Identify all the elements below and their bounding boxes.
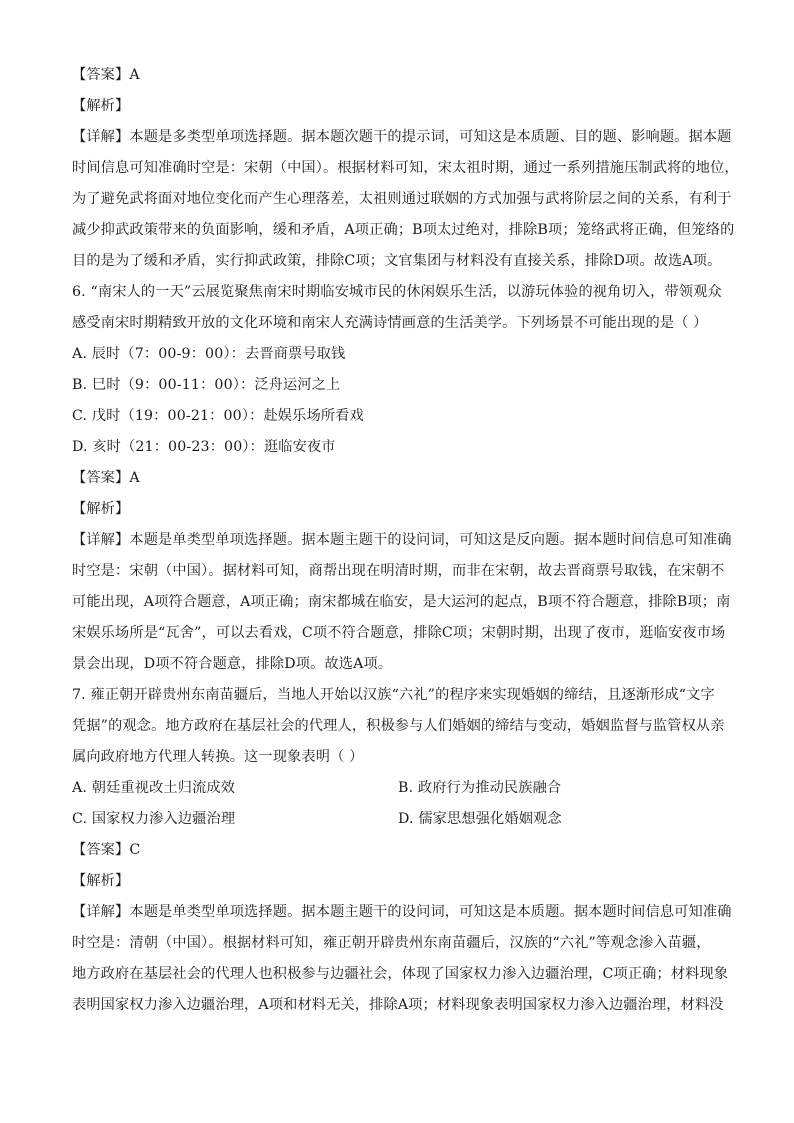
q6-detail-line: 景会出现，D项不符合题意，排除D项。故选A项。 (72, 656, 393, 672)
q5-detail-line: 目的是为了缓和矛盾，实行抑武政策，排除C项；文官集团与材料没有直接关系，排除D项。故选A项。 (72, 253, 722, 269)
q7-option-c: C. 国家权力渗入边疆治理 (72, 811, 236, 827)
q6-stem-line: 6. “南宋人的一天”云展览聚焦南宋时期临安城市民的休闲娱乐生活，以游玩体验的视角切入，带领观众 (72, 284, 722, 300)
q6-answer: 【答案】A (72, 470, 140, 486)
q6-stem-line: 感受南宋时期精致开放的文化环境和南宋人充满诗情画意的生活美学。下列场景不可能出现的是（ ） (72, 315, 708, 331)
q6-detail-line: 【详解】本题是单类型单项选择题。据本题主题干的设问词，可知这是反向题。据本题时间信息可知准确 (72, 532, 732, 548)
q7-detail-line: 地方政府在基层社会的代理人也积极参与边疆社会，体现了国家权力渗入边疆治理，C项正确；材料现象 (72, 966, 729, 982)
q7-detail-line: 【详解】本题是单类型单项选择题。据本题主题干的设问词，可知这是本质题。据本题时间信息可知准确 (72, 904, 732, 920)
q7-detail-line: 表明国家权力渗入边疆治理，A项和材料无关，排除A项；材料现象表明国家权力渗入边疆治理，材料没 (72, 997, 724, 1013)
q7-stem-line: 7. 雍正朝开辟贵州东南苗疆后，当地人开始以汉族“六礼”的程序来实现婚姻的缔结，且逐渐形成“文字 (72, 687, 715, 703)
q6-option-c: C. 戊时（19：00-21：00）：赴娱乐场所看戏 (72, 408, 364, 424)
q7-stem-line: 属向政府地方代理人转换。这一现象表明（ ） (72, 749, 364, 765)
q7-stem-line: 凭据”的观念。地方政府在基层社会的代理人，积极参与人们婚姻的缔结与变动，婚姻监督与监管权从亲 (72, 718, 725, 734)
q5-analysis-heading: 【解析】 (72, 98, 130, 114)
q6-analysis-heading: 【解析】 (72, 501, 130, 517)
q6-option-b: B. 巳时（9：00-11：00）：泛舟运河之上 (72, 377, 341, 393)
q6-option-d: D. 亥时（21：00-23：00）：逛临安夜市 (72, 439, 336, 455)
q5-detail-line: 时间信息可知准确时空是：宋朝（中国）。根据材料可知，宋太祖时期，通过一系列措施压制武将的地位， (72, 160, 739, 176)
q7-options-row-1 (72, 773, 724, 804)
q5-detail-line: 为了避免武将面对地位变化而产生心理落差，太祖则通过联姻的方式加强与武将阶层之间的关系，有利于 (72, 191, 732, 207)
q6-detail-line: 可能出现，A项符合题意，A项正确；南宋都城在临安，是大运河的起点，B项不符合题意，排除B项；南 (72, 594, 731, 610)
document-page (72, 60, 739, 1021)
q5-detail-line: 减少抑武政策带来的负面影响，缓和矛盾，A项正确；B项太过绝对，排除B项；笼络武将正确，但笼络的 (72, 222, 735, 238)
q7-detail-line: 时空是：清朝（中国）。根据材料可知，雍正朝开辟贵州东南苗疆后，汉族的“六礼”等观念渗入苗疆， (72, 935, 711, 951)
q7-option-a: A. 朝廷重视改土归流成效 (72, 780, 236, 796)
q6-option-a: A. 辰时（7：00-9：00）：去晋商票号取钱 (72, 346, 346, 362)
q7-answer: 【答案】C (72, 842, 141, 858)
q7-options-row-2 (72, 804, 724, 835)
q5-detail-line: 【详解】本题是多类型单项选择题。据本题次题干的提示词，可知这是本质题、目的题、影响题。据本题 (72, 129, 732, 145)
q7-analysis-heading: 【解析】 (72, 873, 130, 889)
q7-option-b: B. 政府行为推动民族融合 (398, 780, 562, 796)
q6-detail-line: 时空是：宋朝（中国）。据材料可知，商帮出现在明清时期，而非在宋朝，故去晋商票号取钱，在宋朝不 (72, 563, 725, 579)
q6-detail-line: 宋娱乐场所是“瓦舍”，可以去看戏，C项不符合题意，排除C项；宋朝时期，出现了夜市，逛临安夜市场 (72, 625, 726, 641)
q7-option-d: D. 儒家思想强化婚姻观念 (398, 811, 562, 827)
q5-answer: 【答案】A (72, 67, 140, 83)
